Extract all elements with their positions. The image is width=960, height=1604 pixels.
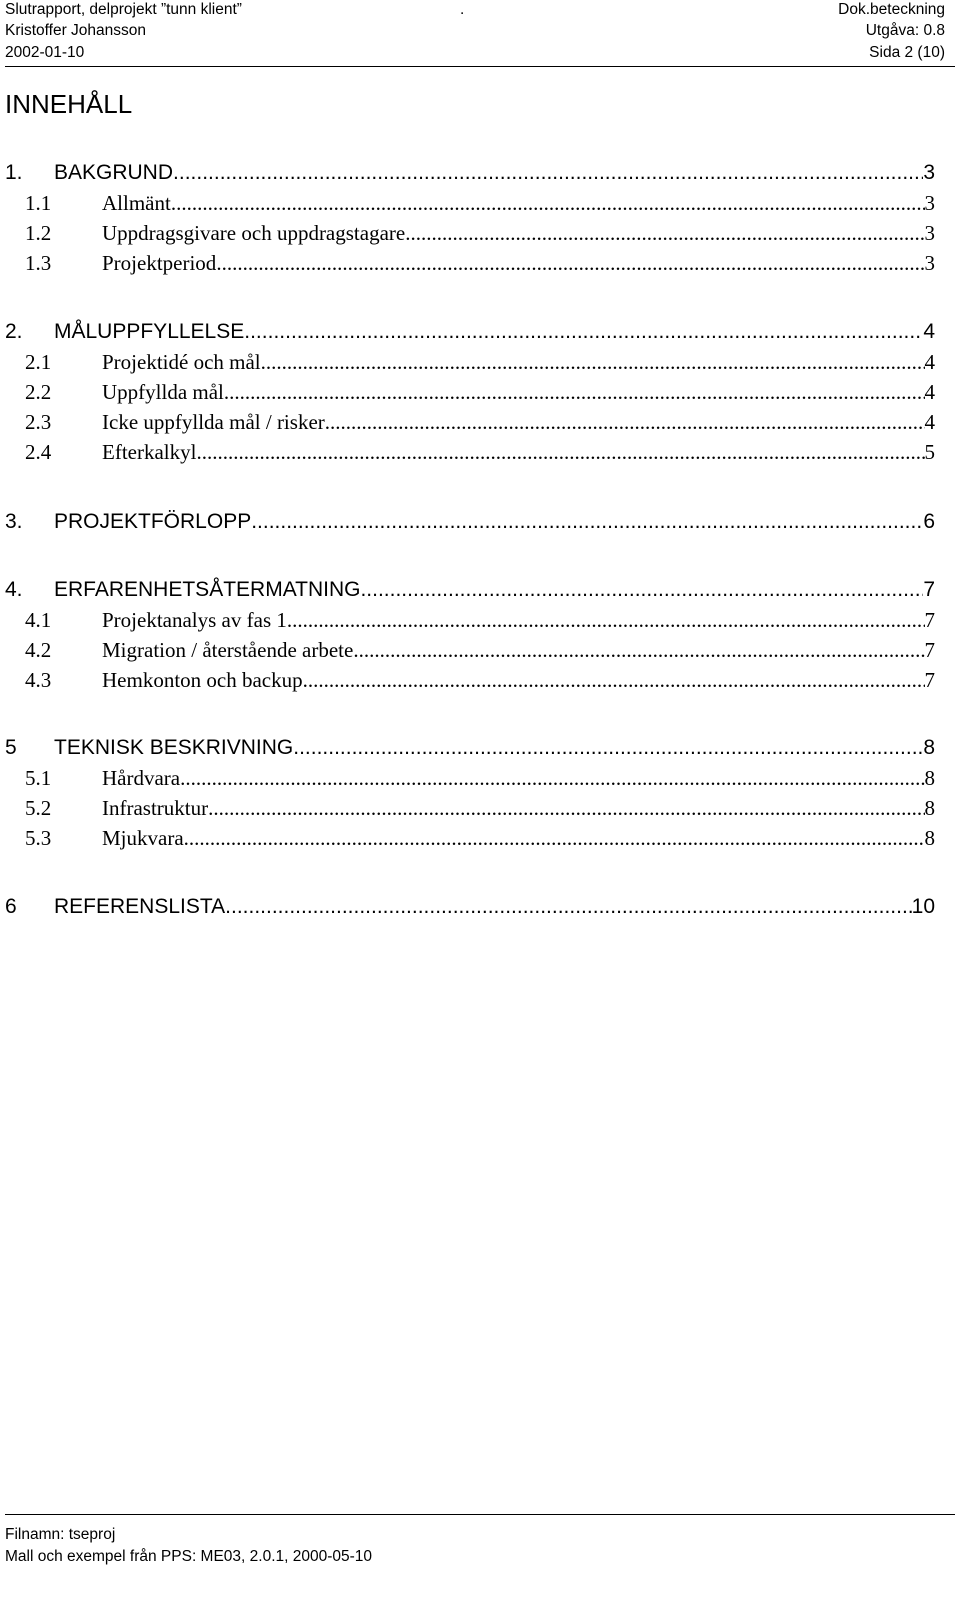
toc-entry-title: Infrastruktur bbox=[102, 796, 209, 820]
toc-entry-title: TEKNISK BESKRIVNING bbox=[54, 736, 294, 759]
toc-entry-leader bbox=[405, 218, 924, 248]
toc-entry-leader bbox=[184, 823, 925, 853]
toc-entry[interactable] bbox=[5, 763, 935, 793]
toc-entry-leader bbox=[353, 635, 924, 665]
toc-entry-title: PROJEKTFÖRLOPP bbox=[54, 510, 252, 533]
toc-entry[interactable] bbox=[5, 437, 935, 467]
toc-entry-title: Uppfyllda mål bbox=[102, 380, 224, 404]
toc-entry-page: 3 bbox=[923, 161, 935, 184]
toc-entry-leader bbox=[261, 347, 925, 377]
page-number: Sida 2 (10) bbox=[869, 44, 945, 61]
toc-entry-number: 4.3 bbox=[25, 668, 52, 692]
toc-entry[interactable] bbox=[5, 377, 935, 407]
toc-entry[interactable] bbox=[5, 733, 935, 763]
toc-entry-number: 2.2 bbox=[25, 380, 52, 404]
header-dot: . bbox=[460, 1, 465, 18]
toc-entry-page: 3 bbox=[924, 251, 935, 275]
page-header bbox=[5, 0, 955, 67]
toc-entry[interactable] bbox=[5, 575, 935, 605]
toc-entry-page: 4 bbox=[924, 410, 935, 434]
document-label: Dok.beteckning bbox=[838, 1, 945, 18]
toc-entry-title: MÅLUPPFYLLELSE bbox=[54, 320, 245, 343]
toc-entry-page: 3 bbox=[924, 191, 935, 215]
toc-entry-leader bbox=[360, 575, 923, 605]
toc-entry[interactable] bbox=[5, 188, 935, 218]
version: Utgåva: 0.8 bbox=[865, 22, 945, 39]
toc-entry-page: 7 bbox=[923, 578, 935, 601]
header-row-2 bbox=[5, 21, 955, 41]
toc-entry[interactable] bbox=[5, 218, 935, 248]
toc-entry[interactable] bbox=[5, 605, 935, 635]
toc-entry[interactable] bbox=[5, 823, 935, 853]
toc-entry[interactable] bbox=[5, 507, 935, 537]
toc-entry-title: ERFARENHETSÅTERMATNING bbox=[54, 578, 361, 601]
toc-entry-leader bbox=[225, 892, 911, 922]
toc-entry-page: 8 bbox=[924, 766, 935, 790]
toc-entry-page: 3 bbox=[924, 221, 935, 245]
toc-entry-number: 4.1 bbox=[25, 608, 52, 632]
toc-entry-page: 5 bbox=[924, 440, 935, 464]
toc-entry-number: 1. bbox=[5, 161, 23, 184]
toc-entry-page: 4 bbox=[924, 380, 935, 404]
toc-entry-title: Projektperiod bbox=[102, 251, 217, 275]
toc-entry-number: 1.1 bbox=[25, 191, 52, 215]
toc-entry-page: 10 bbox=[911, 895, 935, 918]
toc-entry[interactable] bbox=[5, 635, 935, 665]
toc-title: INNEHÅLL bbox=[5, 89, 133, 119]
toc-entry-title: Efterkalkyl bbox=[102, 440, 197, 464]
page-footer bbox=[5, 1514, 955, 1565]
toc-entry-number: 2.1 bbox=[25, 350, 52, 374]
toc-entry-title: Hårdvara bbox=[102, 766, 181, 790]
footer-filename: Filnamn: tseproj bbox=[5, 1526, 116, 1543]
toc-entry-page: 8 bbox=[924, 796, 935, 820]
toc-entry-number: 2. bbox=[5, 320, 23, 343]
toc-entry-leader bbox=[173, 158, 923, 188]
toc-entry[interactable] bbox=[5, 407, 935, 437]
toc-entry-leader bbox=[303, 665, 925, 695]
toc-entry-title: BAKGRUND bbox=[54, 161, 174, 184]
toc-entry[interactable] bbox=[5, 317, 935, 347]
toc-entry-title: Allmänt bbox=[102, 191, 171, 215]
toc-entry-leader bbox=[244, 317, 923, 347]
toc-entry-number: 2.4 bbox=[25, 440, 52, 464]
toc-entry-leader bbox=[196, 437, 924, 467]
toc-entry-number: 6 bbox=[5, 895, 17, 918]
toc-entry-title: REFERENSLISTA bbox=[54, 895, 226, 918]
toc-entry-leader bbox=[216, 248, 924, 278]
toc-entry-page: 7 bbox=[924, 668, 935, 692]
toc-entry-title: Migration / återstående arbete bbox=[102, 638, 354, 662]
author: Kristoffer Johansson bbox=[5, 22, 147, 39]
toc-entry-title: Hemkonton och backup bbox=[102, 668, 303, 692]
toc-entry-page: 4 bbox=[924, 350, 935, 374]
toc-entry-leader bbox=[293, 733, 923, 763]
toc-entry-leader bbox=[251, 507, 923, 537]
toc-entry-title: Projektanalys av fas 1 bbox=[102, 608, 287, 632]
toc-entry-leader bbox=[287, 605, 925, 635]
toc-entry-title: Projektidé och mål bbox=[102, 350, 261, 374]
toc-entry-number: 4. bbox=[5, 578, 23, 601]
toc-entry-leader bbox=[224, 377, 925, 407]
document-title: Slutrapport, delprojekt ”tunn klient” bbox=[5, 1, 242, 18]
toc-entry-number: 2.3 bbox=[25, 410, 52, 434]
document-date: 2002-01-10 bbox=[5, 44, 85, 61]
toc-entry-number: 1.3 bbox=[25, 251, 52, 275]
toc-entry-page: 8 bbox=[924, 826, 935, 850]
toc-entry-number: 5.2 bbox=[25, 796, 52, 820]
toc-entry-page: 8 bbox=[923, 736, 935, 759]
toc-entry-leader bbox=[171, 188, 925, 218]
toc-entry[interactable] bbox=[5, 892, 935, 922]
toc-entry[interactable] bbox=[5, 665, 935, 695]
toc-entry-title: Mjukvara bbox=[102, 826, 184, 850]
toc-entry-page: 7 bbox=[924, 638, 935, 662]
header-row-1 bbox=[5, 0, 955, 20]
toc-entry-number: 1.2 bbox=[25, 221, 52, 245]
toc-entry-number: 5 bbox=[5, 736, 17, 759]
footer-template: Mall och exempel från PPS: ME03, 2.0.1, 2000-05-10 bbox=[5, 1548, 373, 1565]
toc-entry-number: 5.3 bbox=[25, 826, 52, 850]
toc-entry[interactable] bbox=[5, 793, 935, 823]
toc-entry-title: Icke uppfyllda mål / risker bbox=[102, 410, 325, 434]
toc-entry-page: 7 bbox=[924, 608, 935, 632]
toc-entry-leader bbox=[208, 793, 924, 823]
toc-entry-number: 3. bbox=[5, 510, 23, 533]
toc-entry[interactable] bbox=[5, 158, 935, 188]
toc-entry-page: 6 bbox=[923, 510, 935, 533]
toc-entry-page: 4 bbox=[923, 320, 935, 343]
toc-entry-title: Uppdragsgivare och uppdragstagare bbox=[102, 221, 406, 245]
toc-entry[interactable] bbox=[5, 347, 935, 377]
toc-entry-leader bbox=[325, 407, 925, 437]
toc-entry-number: 5.1 bbox=[25, 766, 52, 790]
toc-entry[interactable] bbox=[5, 248, 935, 278]
header-row-3 bbox=[5, 43, 955, 63]
toc-entry-leader bbox=[180, 763, 924, 793]
toc-entry-number: 4.2 bbox=[25, 638, 52, 662]
